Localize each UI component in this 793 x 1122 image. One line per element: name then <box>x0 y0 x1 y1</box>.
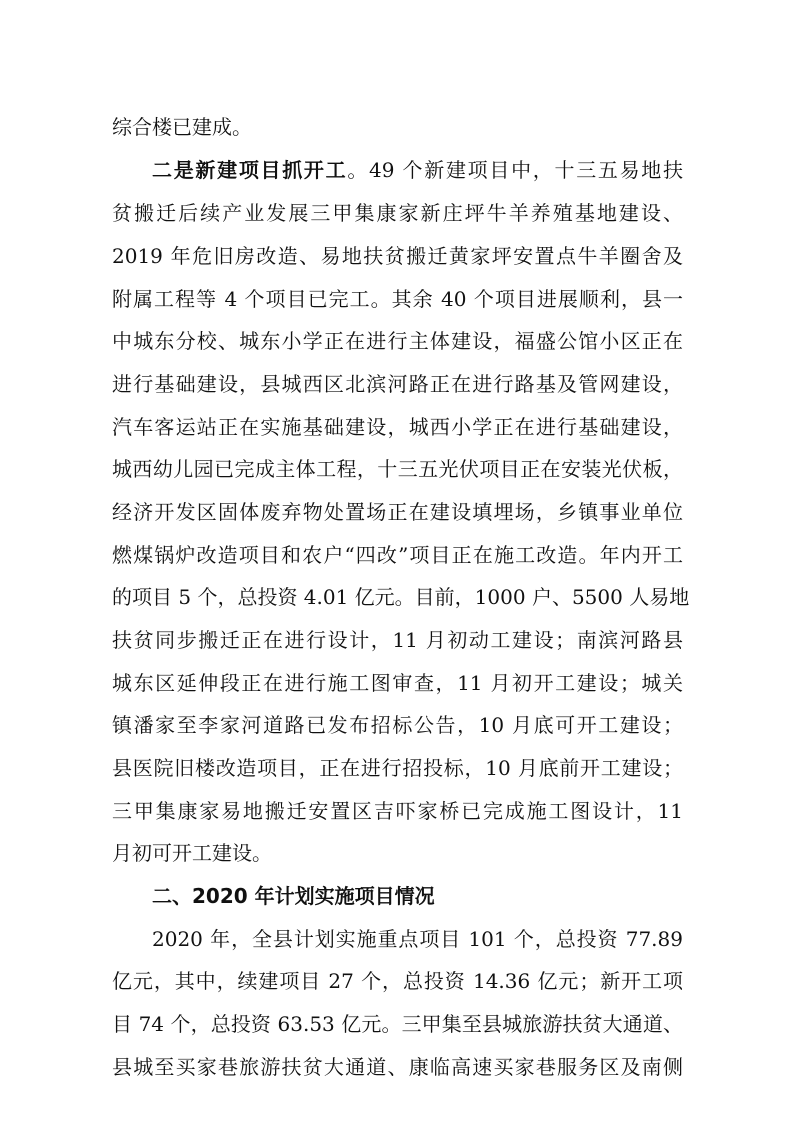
text-line: 附属工程等 4 个项目已完工。其余 40 个项目进展顺利，县一 <box>112 287 683 311</box>
text-line: 2019 年危旧房改造、易地扶贫搬迁黄家坪安置点牛羊圈舍及 <box>112 244 683 268</box>
text-line: 的项目 5 个，总投资 4.01 亿元。目前，1000 户、5500 人易地 <box>112 585 690 609</box>
text-line: 县医院旧楼改造项目，正在进行招投标，10 月底前开工建设； <box>112 756 683 780</box>
section-heading: 二、2020 年计划实施项目情况 <box>152 884 435 908</box>
text-line: 综合楼已建成。 <box>112 115 252 139</box>
text-line: 中城东分校、城东小学正在进行主体建设，福盛公馆小区正在 <box>112 329 683 353</box>
paragraph-first-line: 2020 年，全县计划实施重点项目 101 个，总投资 77.89 <box>152 927 683 951</box>
text-line: 目 74 个，总投资 63.53 亿元。三甲集至县城旅游扶贫大通道、 <box>112 1012 683 1036</box>
text-line: 月初可开工建设。 <box>112 841 272 865</box>
text-line: 汽车客运站正在实施基础建设，城西小学正在进行基础建设， <box>112 415 683 439</box>
text-line: 扶贫同步搬迁正在进行设计，11 月初动工建设；南滨河路县 <box>112 628 683 652</box>
text-line: 城东区延伸段正在进行施工图审查，11 月初开工建设；城关 <box>112 671 683 695</box>
text-span: 。49 个新建项目中，十三五易地扶 <box>347 158 684 182</box>
text-line: 亿元，其中，续建项目 27 个，总投资 14.36 亿元；新开工项 <box>112 969 683 993</box>
text-line: 贫搬迁后续产业发展三甲集康家新庄坪牛羊养殖基地建设、 <box>112 201 683 225</box>
text-line: 镇潘家至李家河道路已发布招标公告，10 月底可开工建设； <box>112 713 683 737</box>
text-line: 城西幼儿园已完成主体工程，十三五光伏项目正在安装光伏板， <box>112 457 683 481</box>
text-line: 县城至买家巷旅游扶贫大通道、康临高速买家巷服务区及南侧 <box>112 1055 683 1079</box>
text-line: 三甲集康家易地搬迁安置区吉吓家桥已完成施工图设计，11 <box>112 799 683 823</box>
text-line: 经济开发区固体废弃物处置场正在建设填埋场，乡镇事业单位 <box>112 500 683 524</box>
bold-lead-phrase: 二是新建项目抓开工 <box>152 158 348 182</box>
text-line: 进行基础建设，县城西区北滨河路正在进行路基及管网建设， <box>112 372 683 396</box>
text-line: 燃煤锅炉改造项目和农户“四改”项目正在施工改造。年内开工 <box>112 543 683 567</box>
paragraph-first-line <box>152 155 683 185</box>
